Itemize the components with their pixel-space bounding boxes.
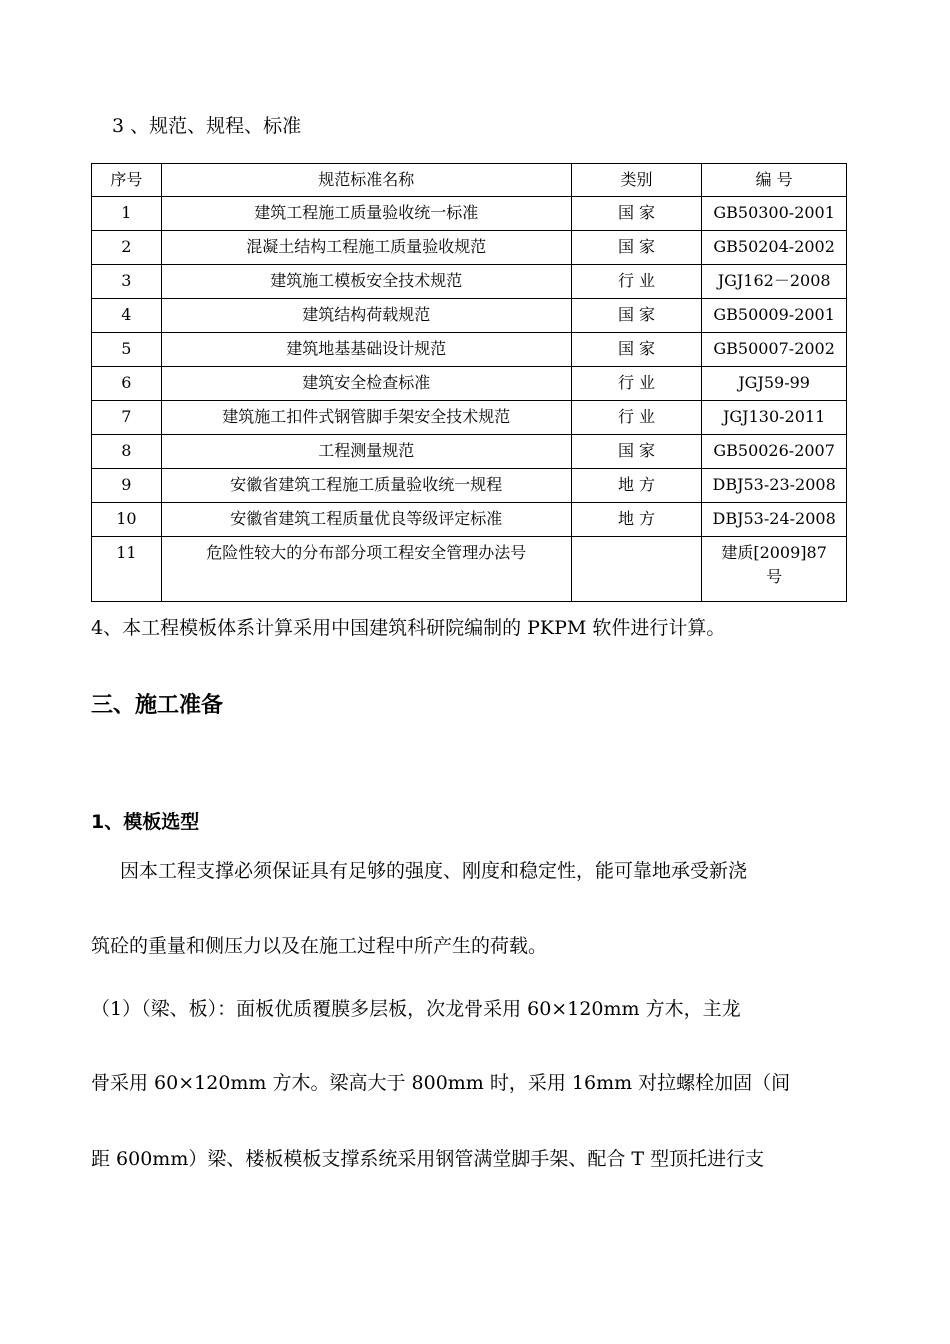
cell-name: 建筑施工扣件式钢管脚手架安全技术规范 [161,401,571,435]
table-row [92,503,847,537]
header-code: 编 号 [702,164,847,197]
table-row [92,299,847,333]
cell-name: 建筑结构荷载规范 [161,299,571,333]
cell-name: 建筑安全检查标准 [161,367,571,401]
table-row [92,197,847,231]
paragraph-line: 因本工程支撑必须保证具有足够的强度、刚度和稳定性，能可靠地承受新浇 [120,860,748,882]
paragraph-line: 筑砼的重量和侧压力以及在施工过程中所产生的荷载。 [91,935,548,957]
cell-type: 国 家 [571,333,701,367]
cell-code: DBJ53-24-2008 [702,503,847,537]
cell-code: JGJ162－2008 [702,265,847,299]
cell-type: 地 方 [571,469,701,503]
paragraph-line: 骨采用 60×120mm 方木。梁高大于 800mm 时，采用 16mm 对拉螺栓加固（间 [91,1072,791,1094]
standards-heading: 3 、规范、规程、标准 [112,115,302,137]
software-note: 4、本工程模板体系计算采用中国建筑科研院编制的 PKPM 软件进行计算。 [91,617,726,639]
table-row [92,231,847,265]
cell-type: 国 家 [571,299,701,333]
cell-no: 9 [92,469,162,503]
cell-code: JGJ130-2011 [702,401,847,435]
cell-no: 8 [92,435,162,469]
cell-no: 3 [92,265,162,299]
table-row [92,367,847,401]
header-type: 类别 [571,164,701,197]
cell-code: GB50009-2001 [702,299,847,333]
table-row [92,265,847,299]
cell-no: 4 [92,299,162,333]
cell-no: 10 [92,503,162,537]
cell-type: 国 家 [571,197,701,231]
subsection-title: 1、模板选型 [91,811,200,833]
cell-code: GB50204-2002 [702,231,847,265]
cell-no: 5 [92,333,162,367]
cell-no: 6 [92,367,162,401]
table-row [92,435,847,469]
cell-no: 11 [92,537,162,602]
cell-name: 安徽省建筑工程质量优良等级评定标准 [161,503,571,537]
cell-name: 工程测量规范 [161,435,571,469]
cell-code: DBJ53-23-2008 [702,469,847,503]
cell-no: 2 [92,231,162,265]
cell-code: GB50007-2002 [702,333,847,367]
cell-code: GB50300-2001 [702,197,847,231]
paragraph-line: （1）（梁、板）：面板优质覆膜多层板，次龙骨采用 60×120mm 方木，主龙 [91,998,741,1020]
cell-name: 危险性较大的分布部分项工程安全管理办法号 [161,537,571,602]
standards-table [91,163,847,602]
cell-code: 建质[2009]87号 [702,537,847,602]
table-header-row [92,164,847,197]
cell-name: 建筑施工模板安全技术规范 [161,265,571,299]
cell-no: 1 [92,197,162,231]
header-name: 规范标准名称 [161,164,571,197]
table-row [92,537,847,602]
cell-code: GB50026-2007 [702,435,847,469]
cell-name: 安徽省建筑工程施工质量验收统一规程 [161,469,571,503]
cell-no: 7 [92,401,162,435]
cell-code: JGJ59-99 [702,367,847,401]
cell-name: 建筑工程施工质量验收统一标准 [161,197,571,231]
cell-type [571,537,701,602]
cell-type: 行 业 [571,265,701,299]
cell-type: 国 家 [571,435,701,469]
section-title: 三、施工准备 [91,693,224,718]
cell-type: 地 方 [571,503,701,537]
cell-type: 国 家 [571,231,701,265]
cell-name: 建筑地基基础设计规范 [161,333,571,367]
cell-type: 行 业 [571,367,701,401]
table-row [92,333,847,367]
cell-type: 行 业 [571,401,701,435]
table-row [92,401,847,435]
table-row [92,469,847,503]
cell-name: 混凝土结构工程施工质量验收规范 [161,231,571,265]
header-no: 序号 [92,164,162,197]
paragraph-line: 距 600mm）梁、楼板模板支撑系统采用钢管满堂脚手架、配合 T 型顶托进行支 [91,1148,765,1170]
